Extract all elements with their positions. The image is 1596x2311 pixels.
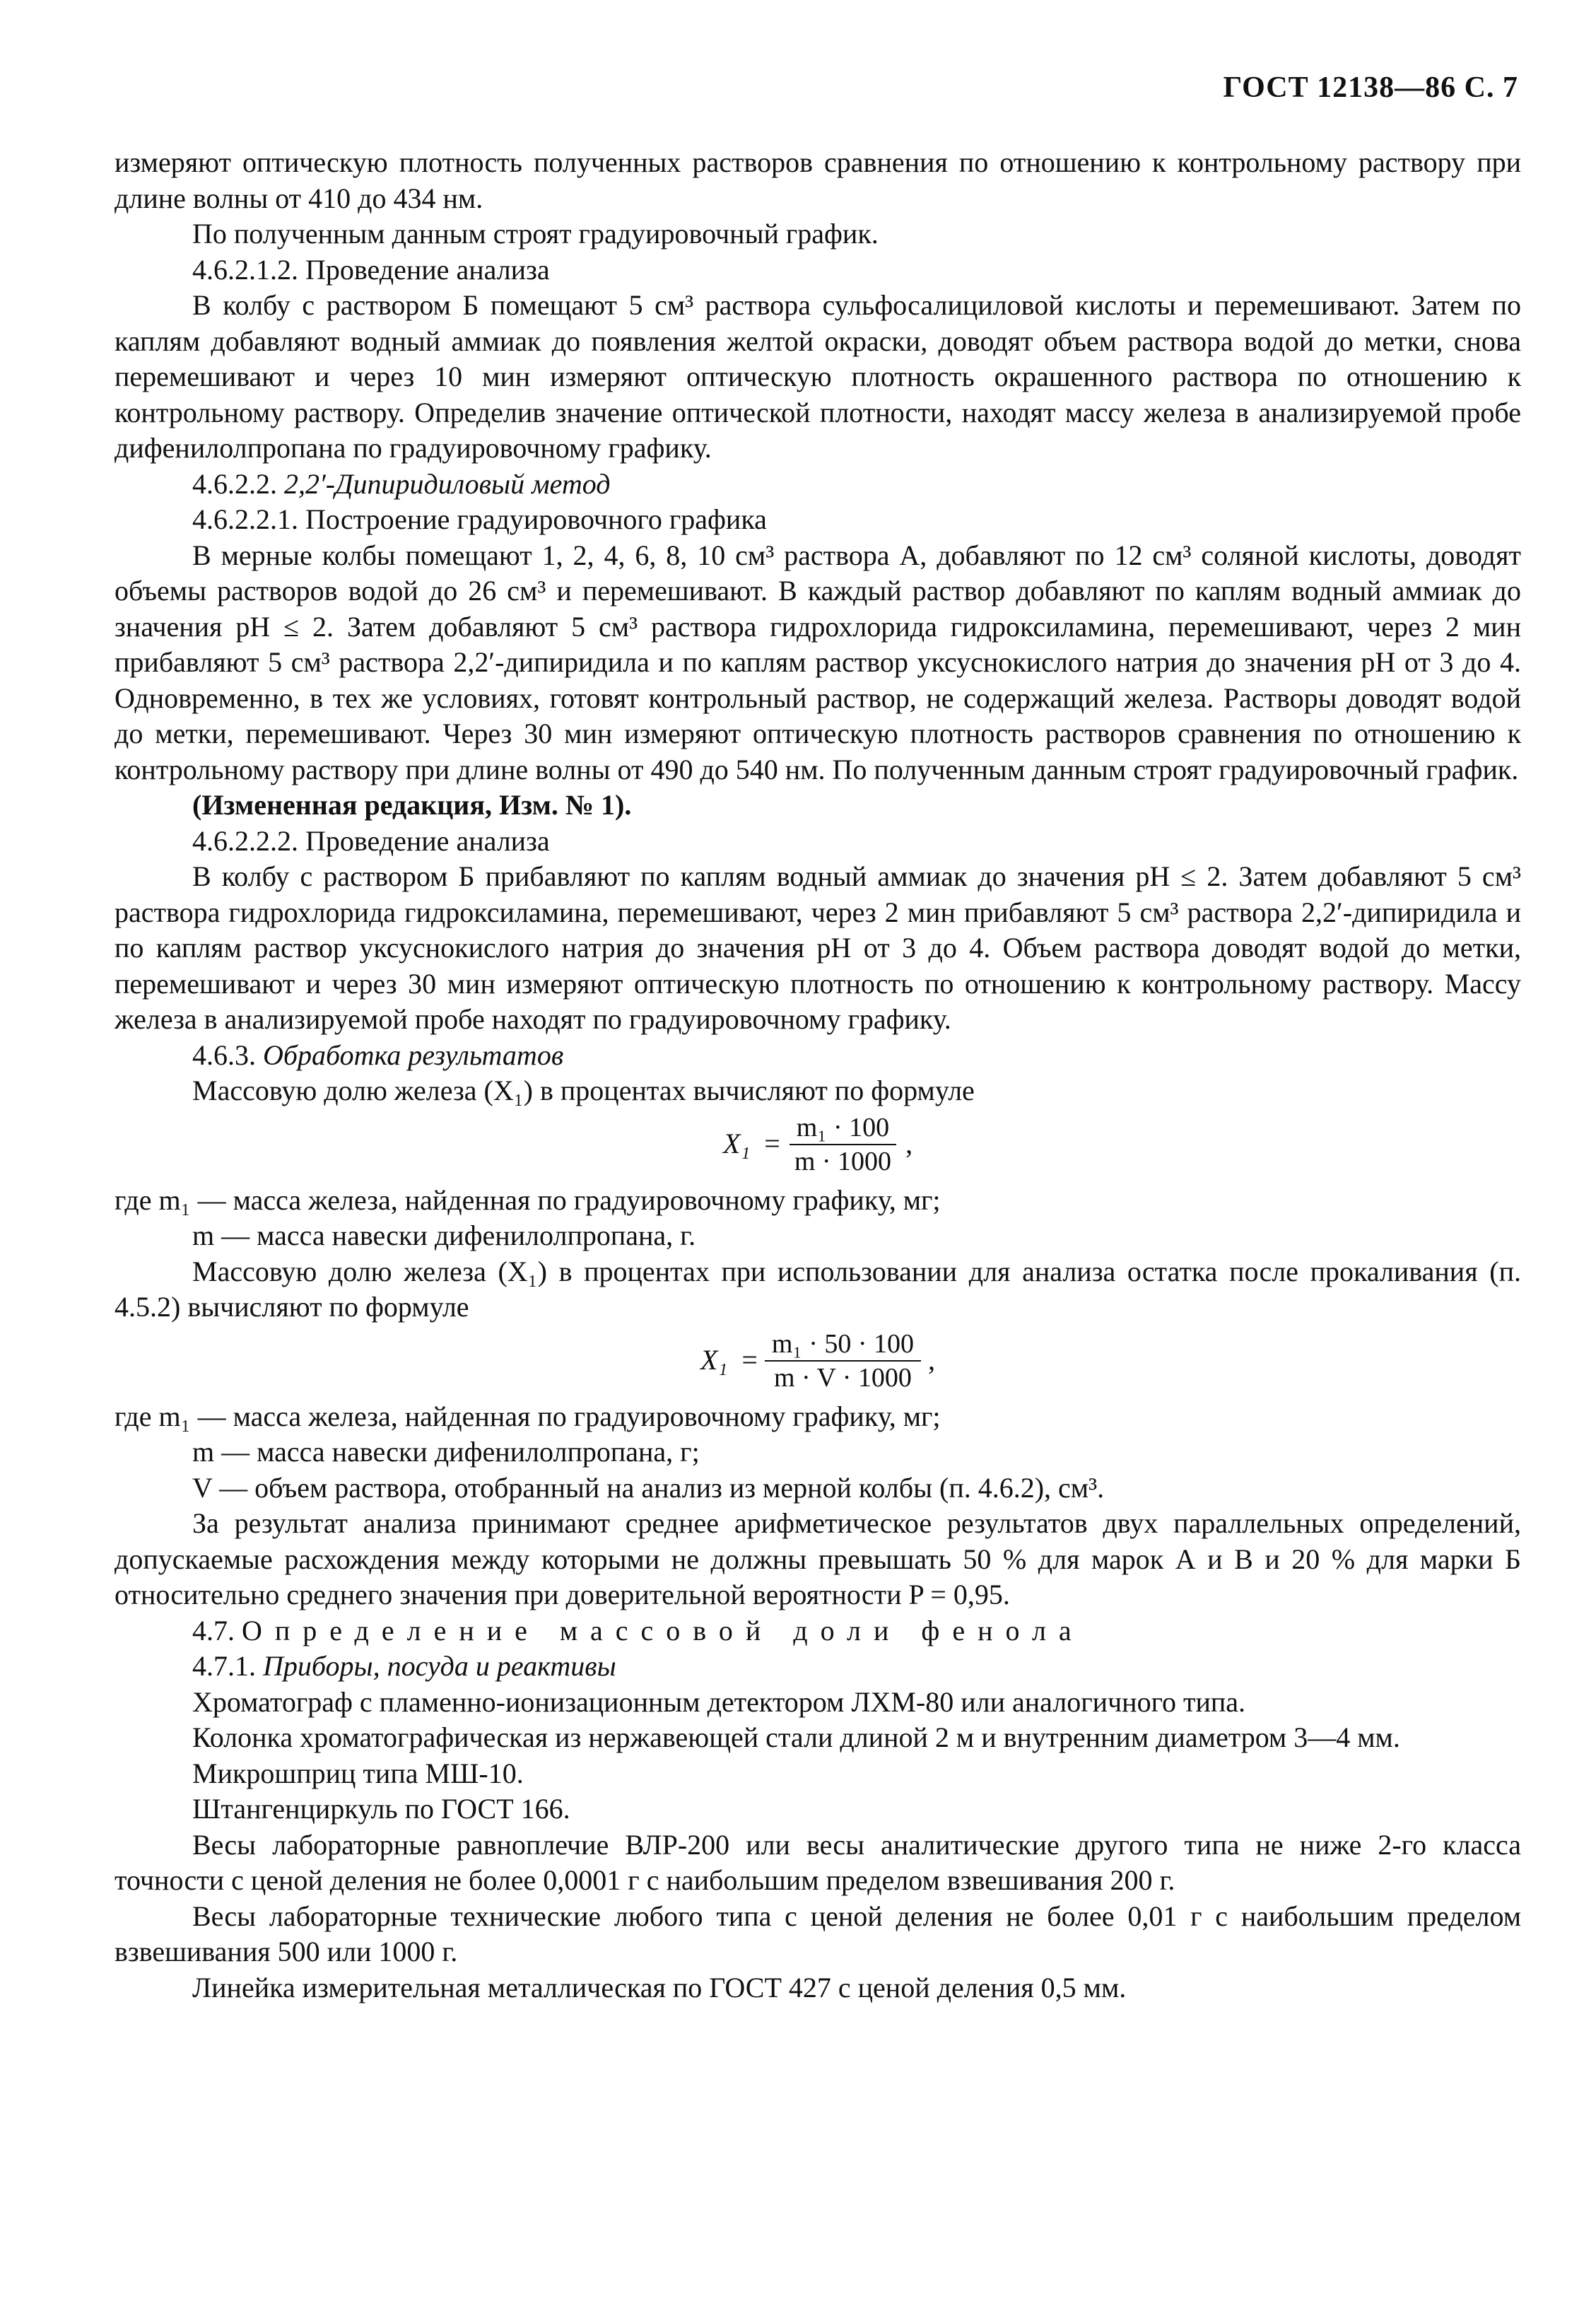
paragraph: измеряют оптическую плотность полученных растворов сравнения по отношению к контрольному раствору при длине волны от 410 до 434 нм.	[115, 146, 1521, 214]
paragraph: где m₁ — масса железа, найденная по градуировочному графику, мг;	[115, 1400, 941, 1432]
section-number: 4.6.3.	[192, 1039, 256, 1071]
formula-equals: =	[764, 1128, 780, 1160]
section-heading	[115, 1038, 1521, 1074]
page-content	[115, 145, 1521, 2006]
paragraph: Массовую долю железа (X₁) в процентах вычисляют по формуле	[192, 1075, 975, 1106]
formula-lhs: X₁	[722, 1128, 751, 1160]
section-heading: 4.6.2.2.2. Проведение анализа	[192, 824, 550, 857]
section-heading	[115, 1649, 1521, 1685]
section-number: 4.7.	[192, 1614, 235, 1646]
paragraph: m — масса навески дифенилолпропана, г;	[192, 1436, 700, 1468]
paragraph: Хроматограф с пламенно-ионизационным детектором ЛХМ-80 или аналогичного типа.	[192, 1685, 1246, 1718]
paragraph: В колбу с раствором Б помещают 5 см³ раствора сульфосалициловой кислоты и перемешивают. Затем по каплям добавляют водный аммиак до появления желтой окраски, доводят объем раствора водой до метки, снова перемешивают и через 10 мин измеряют оптическую плотность окрашенного раствора по отношению к контрольному раствору. Определив значение оптической плотности, находят массу железа в анализируемой пробе дифенилолпропана по градуировочному графику.	[115, 289, 1521, 464]
formula-comma: ,	[905, 1128, 913, 1160]
paragraph: m — масса навески дифенилолпропана, г.	[192, 1219, 696, 1251]
formula-fraction	[787, 1113, 898, 1176]
section-title: Определение массовой доли фенола	[242, 1614, 1084, 1646]
paragraph: Весы лабораторные равноплечие ВЛР-200 или весы аналитические другого типа не ниже 2-го класса точности с ценой деления не более 0,0001 г с наибольшим пределом взвешивания 200 г.	[115, 1828, 1521, 1896]
section-heading: 4.6.2.1.2. Проведение анализа	[192, 253, 550, 286]
paragraph: По полученным данным строят градуировочный график.	[192, 218, 879, 250]
section-title: 2,2′-Дипиридиловый метод	[284, 467, 611, 500]
paragraph: За результат анализа принимают среднее арифметическое результатов двух параллельных определений, допускаемые расхождения между которыми не должны превышать 50 % для марок А и В и 20 % для марки Б относительно среднего значения при доверительной вероятности P = 0,95.	[115, 1507, 1521, 1610]
section-number: 4.6.2.2.	[192, 467, 277, 500]
section-title: Обработка результатов	[263, 1039, 564, 1071]
section-number: 4.7.1.	[192, 1650, 256, 1682]
formula-denominator: m · 1000	[794, 1146, 892, 1176]
paragraph: Колонка хроматографическая из нержавеющей стали длиной 2 м и внутренним диаметром 3—4 мм.	[192, 1721, 1400, 1753]
formula-numerator: m₁ · 50 · 100	[765, 1330, 921, 1362]
formula-equals: =	[741, 1344, 758, 1376]
formula-fraction	[765, 1330, 921, 1392]
paragraph: где m₁ — масса железа, найденная по градуировочному графику, мг;	[115, 1183, 941, 1216]
paragraph: Штангенциркуль по ГОСТ 166.	[192, 1793, 570, 1825]
amendment-note: (Измененная редакция, Изм. № 1).	[192, 789, 632, 821]
section-heading	[115, 467, 1521, 503]
paragraph: Весы лабораторные технические любого типа с ценой деления не более 0,01 г с наибольшим пределом взвешивания 500 или 1000 г.	[115, 1900, 1521, 1967]
formula-numerator: m₁ · 100	[790, 1113, 896, 1145]
formula-lhs: X₁	[700, 1344, 728, 1376]
paragraph: V — объем раствора, отобранный на анализ из мерной колбы (п. 4.6.2), см³.	[192, 1471, 1105, 1504]
formula-2	[115, 1330, 1521, 1392]
formula-comma: ,	[928, 1344, 936, 1376]
page-header: ГОСТ 12138—86 С. 7	[1223, 71, 1518, 104]
section-heading: 4.6.2.2.1. Построение градуировочного графика	[192, 503, 767, 535]
formula-denominator: m · V · 1000	[773, 1362, 912, 1393]
paragraph: В мерные колбы помещают 1, 2, 4, 6, 8, 10 см³ раствора А, добавляют по 12 см³ соляной кислоты, доводят объемы растворов водой до 26 см³ и перемешивают. В каждый раствор добавляют по каплям водный аммиак до значения pH ≤ 2. Затем добавляют 5 см³ раствора гидрохлорида гидроксиламина, перемешивают, через 2 мин прибавляют 5 см³ раствора 2,2′-дипиридила и по каплям раствор уксуснокислого натрия до значения pH от 3 до 4. Одновременно, в тех же условиях, готовят контрольный раствор, не содержащий железа. Растворы доводят водой до метки, перемешивают. Через 30 мин измеряют оптическую плотность растворов сравнения по отношению к контрольному раствору при длине волны от 490 до 540 нм. По полученным данным строят градуировочный график.	[115, 539, 1522, 785]
paragraph: Массовую долю железа (X₁) в процентах при использовании для анализа остатка после прокаливания (п. 4.5.2) вычисляют по формуле	[115, 1255, 1521, 1323]
paragraph: Линейка измерительная металлическая по ГОСТ 427 с ценой деления 0,5 мм.	[192, 1971, 1127, 2003]
paragraph: В колбу с раствором Б прибавляют по каплям водный аммиак до значения pH ≤ 2. Затем добавляют 5 см³ раствора гидрохлорида гидроксиламина, перемешивают, через 2 мин прибавляют 5 см³ раствора 2,2′-дипиридила и по каплям раствор уксуснокислого натрия до значения pH от 3 до 4. Объем раствора доводят водой до метки, перемешивают и через 30 мин измеряют оптическую плотность по отношению к контрольному раствору. Массу железа в анализируемой пробе находят по градуировочному графику.	[115, 860, 1521, 1035]
section-title: Приборы, посуда и реактивы	[263, 1650, 616, 1682]
formula-1	[115, 1113, 1521, 1176]
paragraph: Микрошприц типа МШ-10.	[192, 1757, 524, 1789]
section-heading	[115, 1613, 1521, 1649]
